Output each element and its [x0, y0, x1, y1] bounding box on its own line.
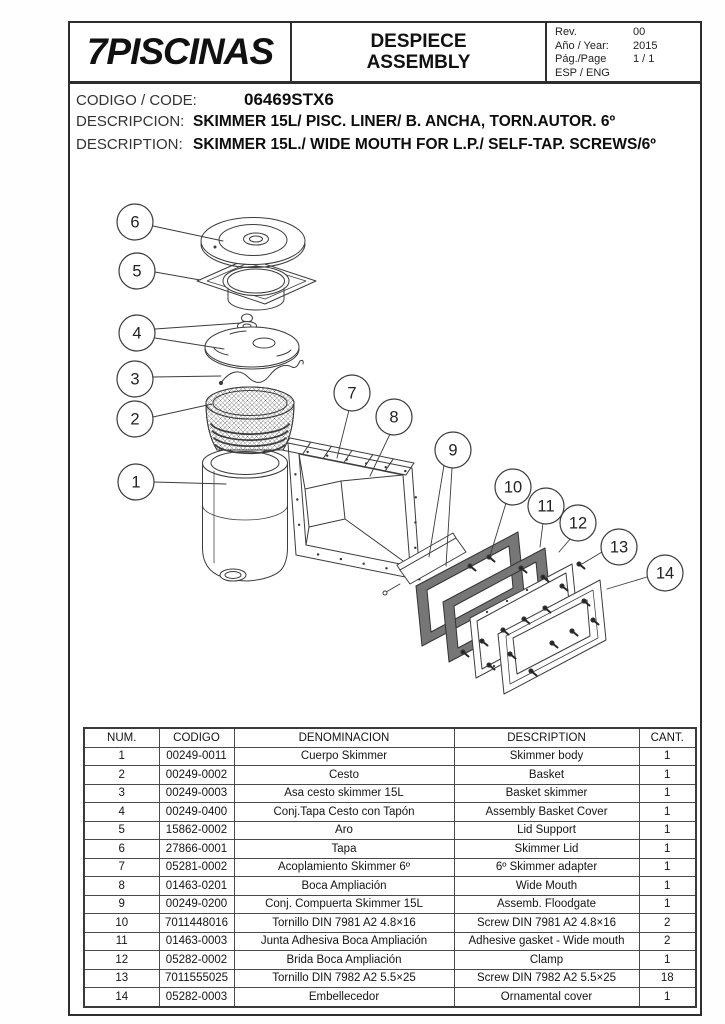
table-cell: 1 — [639, 821, 696, 840]
table-cell: Basket — [454, 766, 639, 785]
table-cell: 7 — [84, 858, 159, 877]
lang-row — [555, 67, 700, 81]
rev-row — [555, 26, 700, 40]
table-cell: Skimmer Lid — [454, 840, 639, 859]
year-label: Año / Year: — [555, 39, 609, 52]
year-row — [555, 40, 700, 54]
desc-es-label: DESCRIPCION: — [76, 113, 185, 130]
table-row — [84, 914, 696, 933]
table-row — [84, 969, 696, 988]
col-header-denominacion: DENOMINACION — [234, 728, 454, 747]
table-row — [84, 988, 696, 1007]
callout-5 — [119, 253, 155, 289]
table-cell: Assembly Basket Cover — [454, 803, 639, 822]
table-cell: 00249-0002 — [159, 766, 234, 785]
svg-text:14: 14 — [655, 564, 675, 583]
table-cell: 3 — [84, 784, 159, 803]
callout-13 — [601, 529, 637, 565]
table-cell: Aro — [234, 821, 454, 840]
table-cell: Lid Support — [454, 821, 639, 840]
svg-text:6: 6 — [130, 213, 140, 232]
callout-8 — [376, 399, 412, 435]
part-6-skimmer-lid — [201, 218, 305, 268]
description-es-row — [76, 113, 692, 136]
table-cell: 1 — [639, 988, 696, 1007]
svg-text:5: 5 — [132, 262, 142, 281]
year-value: 2015 — [633, 39, 658, 52]
code-section — [76, 90, 692, 159]
table-cell: 00249-0200 — [159, 895, 234, 914]
svg-text:3: 3 — [130, 370, 140, 389]
table-cell: Embellecedor — [234, 988, 454, 1007]
table-cell: Screw DIN 7981 A2 4.8×16 — [454, 914, 639, 933]
table-cell: 27866-0001 — [159, 840, 234, 859]
svg-text:9: 9 — [448, 441, 458, 460]
table-row — [84, 840, 696, 859]
table-cell: 1 — [639, 895, 696, 914]
svg-text:7: 7 — [347, 384, 357, 403]
table-row — [84, 951, 696, 970]
col-header-qty: CANT. — [639, 728, 696, 747]
svg-text:8: 8 — [389, 408, 399, 427]
table-row — [84, 766, 696, 785]
page-value: 1 / 1 — [633, 53, 655, 65]
callout-6 — [117, 204, 153, 240]
col-header-code: CODIGO — [159, 728, 234, 747]
table-cell: 1 — [639, 766, 696, 785]
table-cell: Brida Boca Ampliación — [234, 951, 454, 970]
table-cell: Conj. Compuerta Skimmer 15L — [234, 895, 454, 914]
svg-text:4: 4 — [132, 324, 142, 343]
callout-14 — [647, 555, 683, 591]
table-cell: Tornillo DIN 7981 A2 4.8×16 — [234, 914, 454, 933]
table-cell: Assemb. Floodgate — [454, 895, 639, 914]
table-cell: 1 — [639, 840, 696, 859]
table-cell: 11 — [84, 932, 159, 951]
table-cell: 2 — [639, 914, 696, 933]
code-value: 06469STX6 — [244, 90, 334, 109]
table-cell: 6º Skimmer adapter — [454, 858, 639, 877]
table-cell: Cuerpo Skimmer — [234, 747, 454, 766]
table-cell: Conj.Tapa Cesto con Tapón — [234, 803, 454, 822]
table-header-row — [84, 728, 696, 747]
table-cell: 6 — [84, 840, 159, 859]
table-cell: 05281-0002 — [159, 858, 234, 877]
table-cell: 5 — [84, 821, 159, 840]
desc-en-value: SKIMMER 15L./ WIDE MOUTH FOR L.P./ SELF-TAP. SCREWS/6º — [193, 136, 656, 153]
col-header-description: DESCRIPTION — [454, 728, 639, 747]
table-cell: 01463-0201 — [159, 877, 234, 896]
part-2-basket — [206, 387, 294, 453]
svg-text:11: 11 — [537, 497, 555, 516]
callout-3 — [117, 361, 153, 397]
table-cell: 00249-0011 — [159, 747, 234, 766]
code-label: CODIGO / CODE: — [76, 92, 197, 109]
table-cell: Basket skimmer — [454, 784, 639, 803]
table-cell: 1 — [84, 747, 159, 766]
callout-7 — [334, 375, 370, 411]
parts-table — [83, 727, 697, 1008]
table-cell: Boca Ampliación — [234, 877, 454, 896]
table-cell: 05282-0003 — [159, 988, 234, 1007]
table-cell: 1 — [639, 747, 696, 766]
table-row — [84, 821, 696, 840]
table-cell: Skimmer body — [454, 747, 639, 766]
table-cell: Adhesive gasket - Wide mouth — [454, 932, 639, 951]
svg-text:2: 2 — [130, 410, 140, 429]
table-row — [84, 895, 696, 914]
callout-11 — [528, 488, 564, 524]
table-cell: Junta Adhesiva Boca Ampliación — [234, 932, 454, 951]
table-cell: 13 — [84, 969, 159, 988]
part-4-basket-cover — [205, 314, 299, 369]
table-row — [84, 858, 696, 877]
col-header-num: NUM. — [84, 728, 159, 747]
table-row — [84, 784, 696, 803]
part-5-lid-support — [197, 259, 316, 311]
table-cell: Wide Mouth — [454, 877, 639, 896]
table-cell: 14 — [84, 988, 159, 1007]
brand-logo: 7PISCINAS — [86, 31, 274, 72]
page-label: Pág./Page — [555, 53, 607, 65]
callout-10 — [495, 469, 531, 505]
table-cell: Ornamental cover — [454, 988, 639, 1007]
table-cell: 1 — [639, 803, 696, 822]
logo-cell — [70, 23, 292, 81]
table-cell: 1 — [639, 877, 696, 896]
callout-12 — [560, 505, 596, 541]
table-row — [84, 803, 696, 822]
table-cell: 18 — [639, 969, 696, 988]
table-cell: 1 — [639, 784, 696, 803]
svg-text:12: 12 — [568, 514, 588, 533]
table-cell: Screw DIN 7982 A2 5.5×25 — [454, 969, 639, 988]
callout-2 — [117, 401, 153, 437]
svg-text:13: 13 — [609, 538, 629, 557]
table-cell: 2 — [639, 932, 696, 951]
lang-label: ESP / ENG — [555, 66, 610, 79]
table-row — [84, 747, 696, 766]
svg-text:1: 1 — [131, 473, 141, 492]
rev-value: 00 — [633, 26, 646, 38]
table-cell: 1 — [639, 951, 696, 970]
table-cell: 1 — [639, 858, 696, 877]
document-header — [68, 21, 702, 83]
doc-title-en: ASSEMBLY — [366, 52, 471, 73]
title-cell — [292, 23, 547, 81]
table-cell: 8 — [84, 877, 159, 896]
table-cell: Tornillo DIN 7982 A2 5.5×25 — [234, 969, 454, 988]
table-row — [84, 877, 696, 896]
description-en-row — [76, 136, 692, 159]
table-cell: Tapa — [234, 840, 454, 859]
doc-title-es: DESPIECE — [370, 30, 467, 52]
table-cell: 01463-0003 — [159, 932, 234, 951]
table-cell: 7011555025 — [159, 969, 234, 988]
desc-en-label: DESCRIPTION: — [76, 136, 183, 153]
callout-1 — [118, 464, 154, 500]
table-cell: Cesto — [234, 766, 454, 785]
table-cell: Acoplamiento Skimmer 6º — [234, 858, 454, 877]
table-cell: 4 — [84, 803, 159, 822]
rev-label: Rev. — [555, 26, 577, 38]
table-cell: 2 — [84, 766, 159, 785]
table-cell: Clamp — [454, 951, 639, 970]
table-cell: 15862-0002 — [159, 821, 234, 840]
callout-4 — [119, 315, 155, 351]
page-row — [555, 53, 700, 67]
part-1-skimmer-body — [203, 448, 288, 581]
revision-block — [547, 23, 700, 81]
desc-es-value: SKIMMER 15L/ PISC. LINER/ B. ANCHA, TORN.AUTOR. 6º — [193, 113, 616, 130]
exploded-view-diagram — [68, 160, 700, 720]
callout-9 — [435, 432, 471, 468]
table-cell: 00249-0003 — [159, 784, 234, 803]
table-cell: 7011448016 — [159, 914, 234, 933]
code-row — [76, 90, 692, 113]
table-cell: Asa cesto skimmer 15L — [234, 784, 454, 803]
table-cell: 00249-0400 — [159, 803, 234, 822]
table-cell: 12 — [84, 951, 159, 970]
table-row — [84, 932, 696, 951]
svg-text:10: 10 — [503, 478, 523, 497]
table-cell: 9 — [84, 895, 159, 914]
table-cell: 05282-0002 — [159, 951, 234, 970]
table-cell: 10 — [84, 914, 159, 933]
